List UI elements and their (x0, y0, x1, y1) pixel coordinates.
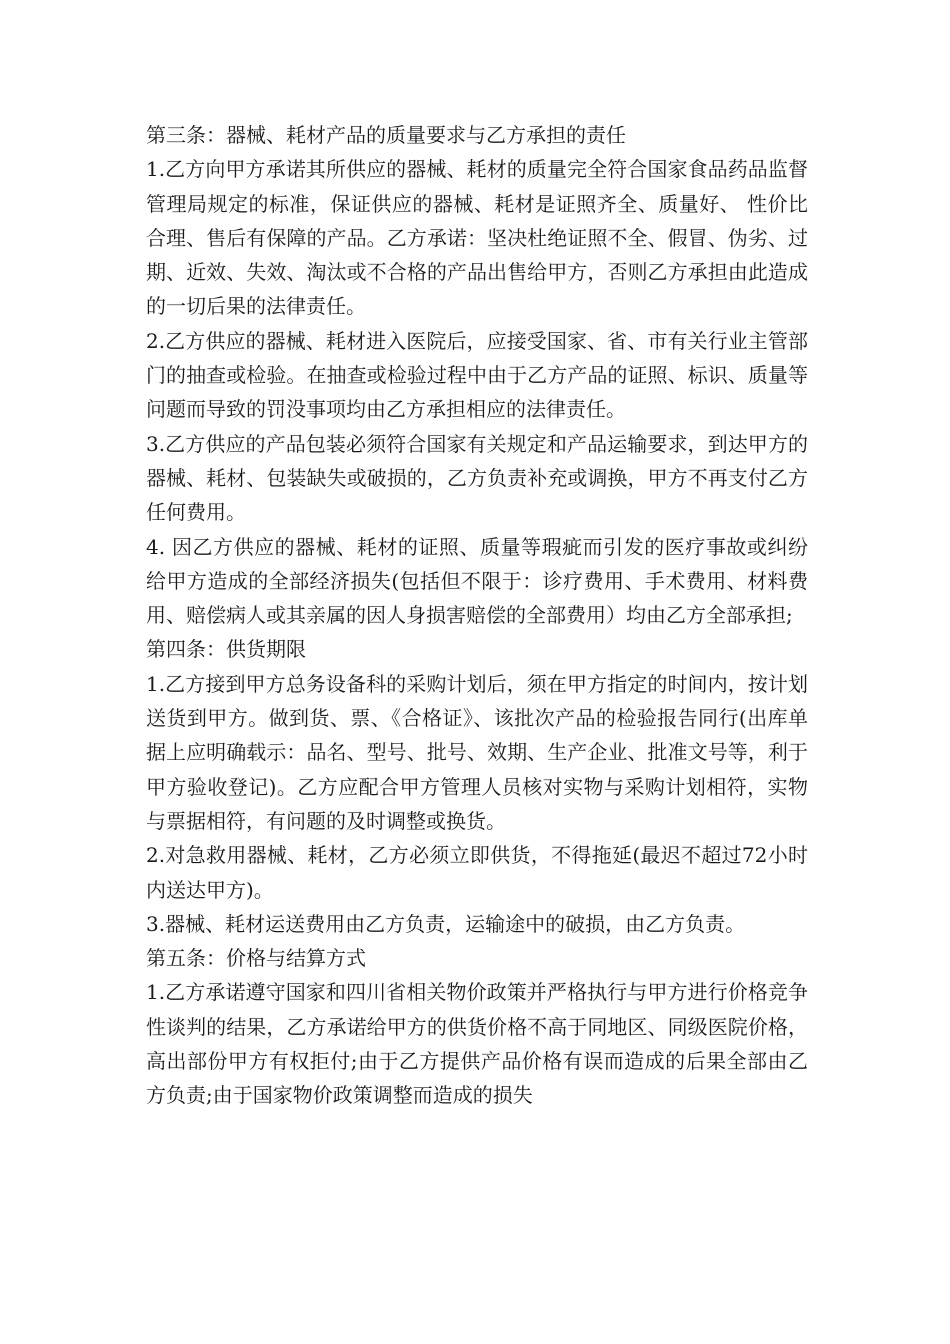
article-4-clause-2: 2.对急救用器械、耗材，乙方必须立即供货，不得拖延(最迟不超过72小时内送达甲方)。 (146, 843, 808, 902)
article-3-clause-4: 4. 因乙方供应的器械、耗材的证照、质量等瑕疵而引发的医疗事故或纠纷给甲方造成的全部经济损失(包括但不限于：诊疗费用、手术费用、材料费用、赔偿病人或其亲属的因人身损害赔偿的全部费用）均由乙方全部承担; (146, 534, 808, 628)
article-3-clause-3: 3.乙方供应的产品包装必须符合国家有关规定和产品运输要求，到达甲方的器械、耗材、包装缺失或破损的，乙方负责补充或调换，甲方不再支付乙方任何费用。 (146, 431, 808, 525)
document-body (146, 118, 808, 1113)
article-4-clause-1: 1.乙方接到甲方总务设备科的采购计划后，须在甲方指定的时间内，按计划送货到甲方。做到货、票、《合格证》、该批次产品的检验报告同行(出库单据上应明确载示：品名、型号、批号、效期、生产企业、批准文号等，利于甲方验收登记)。乙方应配合甲方管理人员核对实物与采购计划相符，实物与票据相符，有问题的及时调整或换货。 (146, 671, 808, 833)
article-3-clause-1: 1.乙方向甲方承诺其所供应的器械、耗材的质量完全符合国家食品药品监督管理局规定的标准，保证供应的器械、耗材是证照齐全、质量好、 性价比合理、售后有保障的产品。乙方承诺：坚决杜绝证照不全、假冒、伪劣、过期、近效、失效、淘汰或不合格的产品出售给甲方，否则乙方承担由此造成的一切后果的法律责任。 (146, 157, 808, 319)
article-5-heading: 第五条：价格与结算方式 (146, 946, 366, 971)
article-3-heading: 第三条：器械、耗材产品的质量要求与乙方承担的责任 (146, 123, 626, 147)
article-4-heading: 第四条：供货期限 (146, 637, 306, 662)
article-4-clause-3: 3.器械、耗材运送费用由乙方负责，运输途中的破损，由乙方负责。 (146, 911, 746, 936)
article-5-clause-1: 1.乙方承诺遵守国家和四川省相关物价政策并严格执行与甲方进行价格竞争性谈判的结果，乙方承诺给甲方的供货价格不高于同地区、同级医院价格，高出部份甲方有权拒付;由于乙方提供产品价格有误而造成的后果全部由乙方负责;由于国家物价政策调整而造成的损失 (146, 980, 808, 1108)
article-3-clause-2: 2.乙方供应的器械、耗材进入医院后，应接受国家、省、市有关行业主管部门的抽查或检验。在抽查或检验过程中由于乙方产品的证照、标识、质量等问题而导致的罚没事项均由乙方承担相应的法律责任。 (146, 328, 808, 422)
